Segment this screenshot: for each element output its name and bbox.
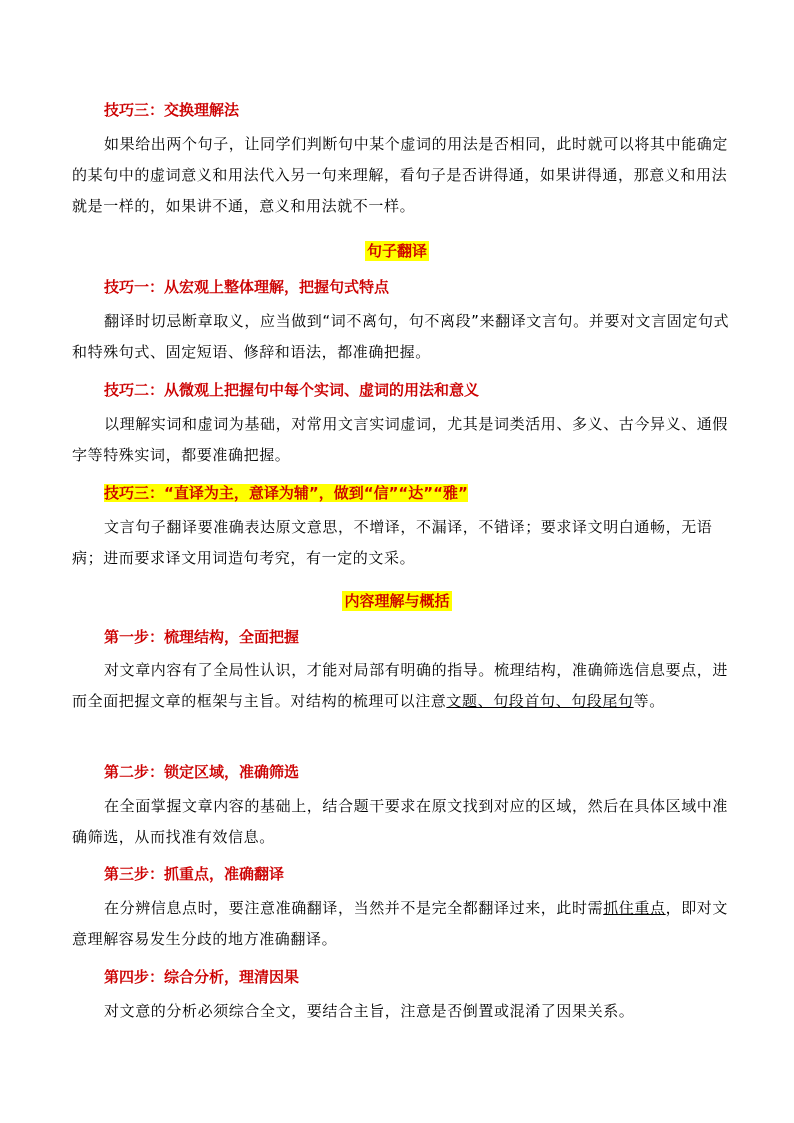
content-step3-underlined: 抓住重点 [603, 899, 666, 917]
translation-tip3-heading-text: 技巧三：“直译为主，意译为辅”，做到“信”“达”“雅” [104, 484, 468, 502]
tip3-exchange-heading: 技巧三：交换理解法 [104, 101, 240, 119]
content-step2-heading: 第二步：锁定区域，准确筛选 [104, 763, 300, 781]
content-step1-text-b: 等。 [633, 692, 665, 710]
translation-tip1-heading: 技巧一：从宏观上整体理解，把握句式特点 [104, 278, 390, 296]
content-step3-text-a: 在分辨信息点时，要注意准确翻译，当然并不是完全都翻译过来，此时需 [104, 899, 604, 917]
section-title-translation [0, 241, 794, 261]
tip3-exchange-paragraph: 如果给出两个句子，让同学们判断句中某个虚词的用法是否相同，此时就可以将其中能确定的某句中的虚词意义和用法代入另一句来理解，看句子是否讲得通，如果讲得通，那意义和用法就是一样的，如果讲不通，意义和用法就不一样。 [72, 135, 729, 215]
translation-tip2-paragraph: 以理解实词和虚词为基础，对常用文言实词虚词，尤其是词类活用、多义、古今异义、通假字等特殊实词，都要准确把握。 [72, 415, 729, 464]
content-step3-text-b: ，即对文意理解容易发生分歧的地方准确翻译。 [72, 899, 729, 948]
content-step1-paragraph [72, 655, 732, 717]
section-title-content [0, 591, 794, 611]
translation-tip3-heading [104, 483, 468, 503]
translation-tip3-paragraph: 文言句子翻译要准确表达原文意思，不增译，不漏译，不错译；要求译文明白通畅，无语病；进而要求译文用词造句考究，有一定的文采。 [72, 518, 713, 567]
content-step1-text-a: 对文章内容有了全局性认识，才能对局部有明确的指导。梳理结构，准确筛选信息要点，进而全面把握文章的框架与主旨。对结构的梳理可以注意 [72, 661, 729, 710]
content-step3-paragraph [72, 893, 732, 955]
content-step4-paragraph: 对文意的分析必须综合全文，要结合主旨，注意是否倒置或混淆了因果关系。 [104, 1002, 635, 1020]
section-title-content-label: 内容理解与概括 [344, 592, 450, 610]
content-step4-heading: 第四步：综合分析，理清因果 [104, 968, 300, 986]
section-title-translation-label: 句子翻译 [366, 242, 427, 260]
content-step2-paragraph: 在全面掌握文章内容的基础上，结合题干要求在原文找到对应的区域，然后在具体区域中准确筛选，从而找准有效信息。 [72, 797, 729, 846]
content-step1-heading: 第一步：梳理结构，全面把握 [104, 628, 300, 646]
translation-tip2-heading: 技巧二：从微观上把握句中每个实词、虚词的用法和意义 [104, 381, 480, 399]
content-step3-heading: 第三步：抓重点，准确翻译 [104, 865, 285, 883]
translation-tip1-paragraph: 翻译时切忌断章取义，应当做到“词不离句，句不离段”来翻译文言句。并要对文言固定句式和特殊句式、固定短语、修辞和语法，都准确把握。 [72, 312, 730, 361]
content-step1-underlined: 文题、句段首句、句段尾句 [446, 692, 634, 710]
